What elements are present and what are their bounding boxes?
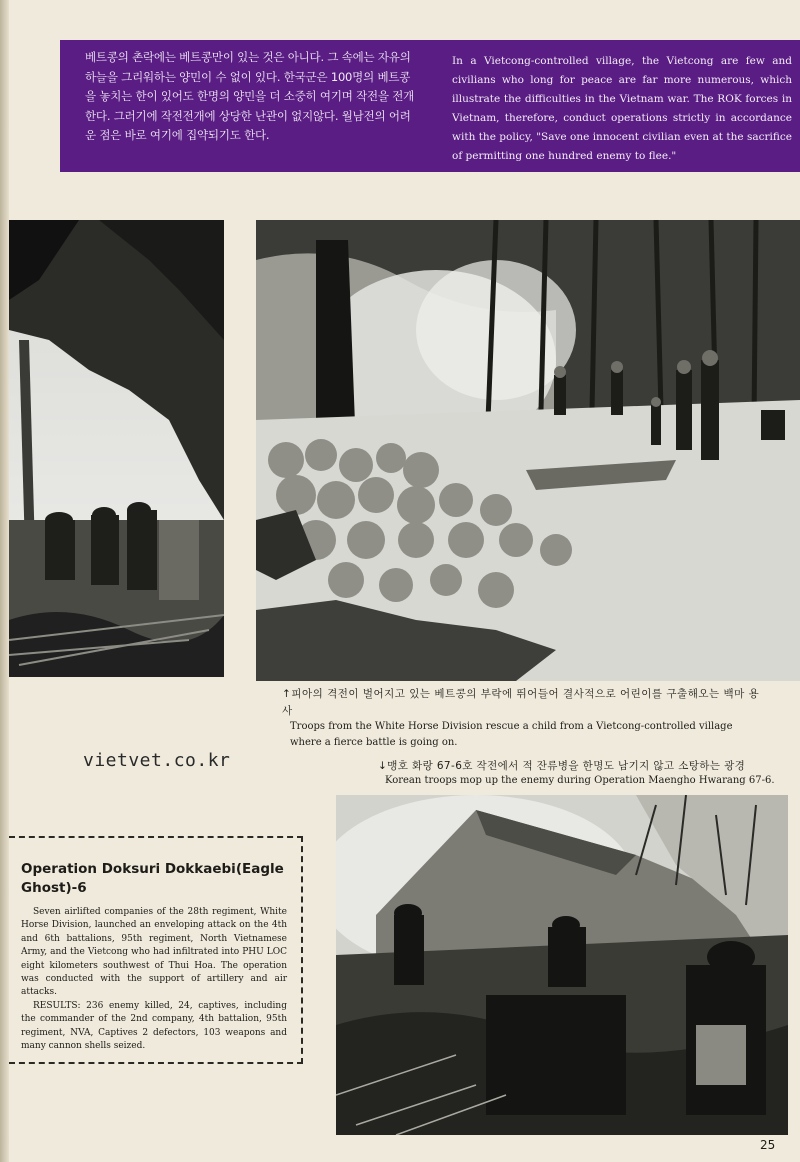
operation-title: Operation Doksuri Dokkaebi(Eagle Ghost)-6 bbox=[21, 861, 284, 896]
intro-text-korean: 베트콩의 촌락에는 베트콩만이 있는 것은 아니다. 그 속에는 자유의 하늘을 그리워하는 양민이 수 없이 있다. 한국군은 100명의 베트콩을 놓치는 한이 있어도 한명의 양민을 더 소중히 여기며 작전을 전개한다. 그러기에 작전전개에 상당한 난관이 없지않다. 월남전의 어려운 점은 바로 여기에 집약되기도 한다. bbox=[85, 50, 415, 142]
operation-sidebar-box bbox=[9, 836, 303, 1064]
operation-body bbox=[21, 906, 287, 1053]
operation-description: Seven airlifted companies of the 28th regiment, White Horse Division, launched an enveloping attack on the 4th and 6th battalions, 95th regiment, North Vietnamese Army, and the Vietcong who had infiltrated into PHU LOC eight kilometers southwest of Thui Hoa. The operation was conducted with the support of artillery and air attacks. bbox=[21, 907, 287, 998]
photo-mop-up-operation bbox=[336, 795, 788, 1135]
bottom-photo-caption-english: Korean troops mop up the enemy during Operation Maengho Hwarang 67-6. bbox=[385, 775, 775, 786]
intro-banner bbox=[60, 40, 800, 172]
intro-text-english: In a Vietcong-controlled village, the Vietcong are few and civilians who long for peace are far more numerous, which illustrate the difficulties in the Vietnam war. The ROK forces in Vietnam, therefore, conduct operations strictly in accordance with the policy, "Save one innocent civilian even at the sacrifice of permitting one hundred enemy to flee." bbox=[452, 55, 792, 162]
photo-village-rescue bbox=[256, 220, 800, 681]
page-number: 25 bbox=[760, 1138, 776, 1152]
main-photo-caption-english: Troops from the White Horse Division rescue a child from a Vietcong-controlled village where a fierce battle is going on. bbox=[290, 721, 733, 748]
main-photo-caption-korean: ↑피아의 격전이 벌어지고 있는 베트콩의 부락에 뛰어들어 결사적으로 어린이를 구출해오는 백마 용사 bbox=[282, 688, 760, 717]
page-edge bbox=[0, 0, 9, 1162]
operation-results: RESULTS: 236 enemy killed, 24, captives, including the commander of the 2nd company, 4th battalion, 95th regiment, NVA, Captives 2 defectors, 103 weapons and many cannon shells seized. bbox=[21, 1000, 287, 1052]
photo-palm-soldiers bbox=[9, 220, 224, 677]
site-watermark: vietvet.co.kr bbox=[83, 750, 231, 771]
bottom-photo-caption-korean: ↓맹호 화랑 67-6호 작전에서 적 잔류병을 한명도 남기지 않고 소탕하는 광경 bbox=[378, 760, 746, 772]
